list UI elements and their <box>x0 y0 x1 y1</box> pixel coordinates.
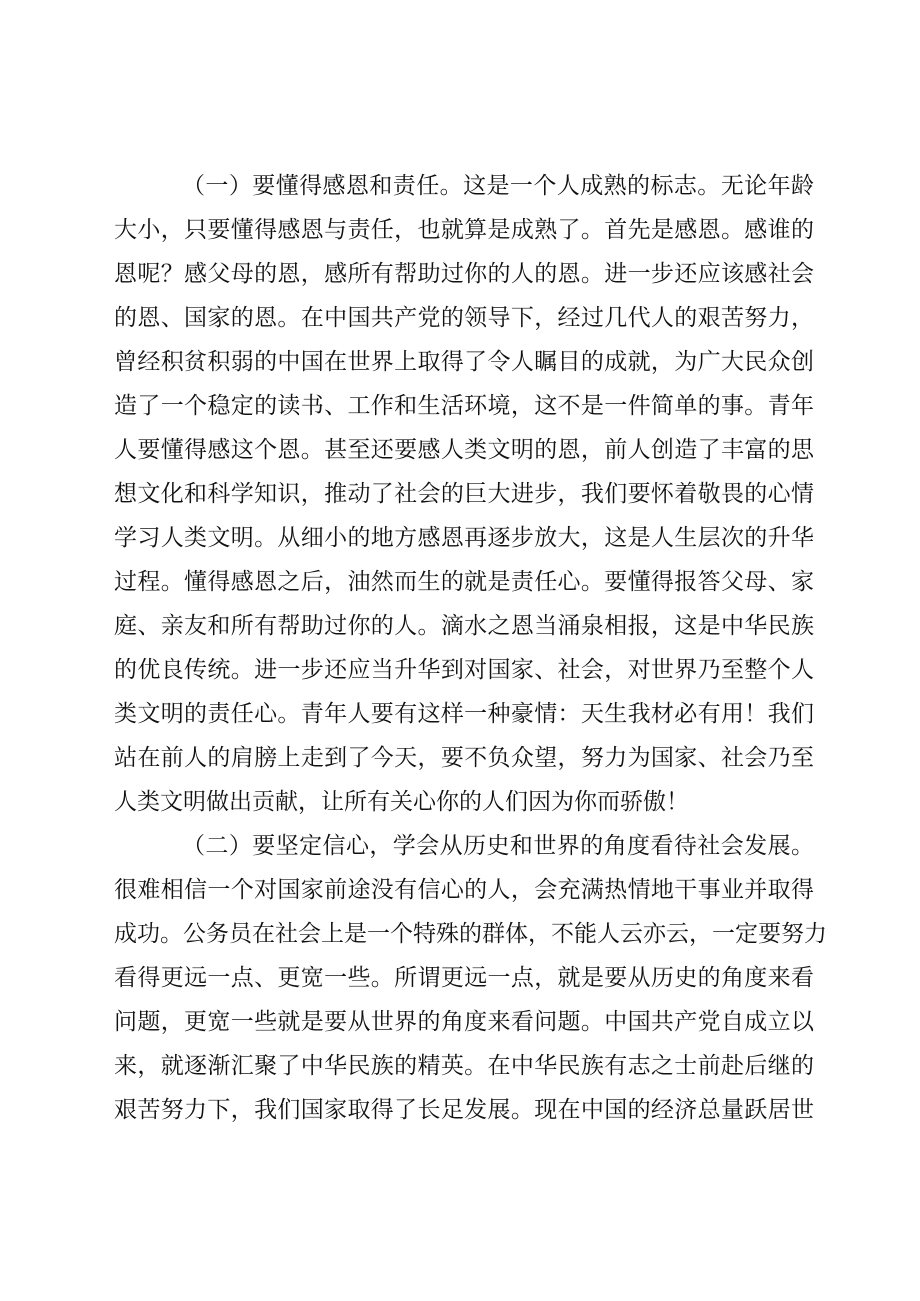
document-body <box>114 164 827 1132</box>
text-line: 看得更远一点、更宽一些。所谓更远一点，就是要从历史的角度来看 <box>114 965 814 991</box>
paragraph-gratitude-responsibility <box>114 164 814 824</box>
text-line: 造了一个稳定的读书、工作和生活环境，这不是一件简单的事。青年 <box>114 393 814 419</box>
text-line: 恩呢？感父母的恩，感所有帮助过你的人的恩。进一步还应该感社会 <box>114 261 814 287</box>
text-line: 来，就逐渐汇聚了中华民族的精英。在中华民族有志之士前赴后继的 <box>114 1053 814 1079</box>
text-line: 大小，只要懂得感恩与责任，也就算是成熟了。首先是感恩。感谁的 <box>114 217 814 243</box>
text-line: 类文明的责任心。青年人要有这样一种豪情：天生我材必有用！我们 <box>114 701 814 727</box>
text-line: 成功。公务员在社会上是一个特殊的群体，不能人云亦云，一定要努力 <box>114 921 827 947</box>
text-line: 想文化和科学知识，推动了社会的巨大进步，我们要怀着敬畏的心情 <box>114 481 814 507</box>
text-line: 的恩、国家的恩。在中国共产党的领导下，经过几代人的艰苦努力， <box>114 305 814 331</box>
paragraph-confidence-history <box>114 824 827 1132</box>
text-line: 过程。懂得感恩之后，油然而生的就是责任心。要懂得报答父母、家 <box>114 569 814 595</box>
text-line: 很难相信一个对国家前途没有信心的人，会充满热情地干事业并取得 <box>114 877 814 903</box>
text-line: 曾经积贫积弱的中国在世界上取得了令人瞩目的成就，为广大民众创 <box>114 349 814 375</box>
text-line: 艰苦努力下，我们国家取得了长足发展。现在中国的经济总量跃居世 <box>114 1097 814 1123</box>
text-line: 站在前人的肩膀上走到了今天，要不负众望，努力为国家、社会乃至 <box>114 745 814 771</box>
text-line: 学习人类文明。从细小的地方感恩再逐步放大，这是人生层次的升华 <box>114 525 814 551</box>
text-line: （一）要懂得感恩和责任。这是一个人成熟的标志。无论年龄 <box>182 173 814 199</box>
text-line: 庭、亲友和所有帮助过你的人。滴水之恩当涌泉相报，这是中华民族 <box>114 613 814 639</box>
text-line: 的优良传统。进一步还应当升华到对国家、社会，对世界乃至整个人 <box>114 657 814 683</box>
text-line: 人类文明做出贡献，让所有关心你的人们因为你而骄傲！ <box>114 789 689 815</box>
text-line: （二）要坚定信心，学会从历史和世界的角度看待社会发展。 <box>182 833 814 859</box>
text-line: 人要懂得感这个恩。甚至还要感人类文明的恩，前人创造了丰富的思 <box>114 437 814 463</box>
text-line: 问题，更宽一些就是要从世界的角度来看问题。中国共产党自成立以 <box>114 1009 814 1035</box>
